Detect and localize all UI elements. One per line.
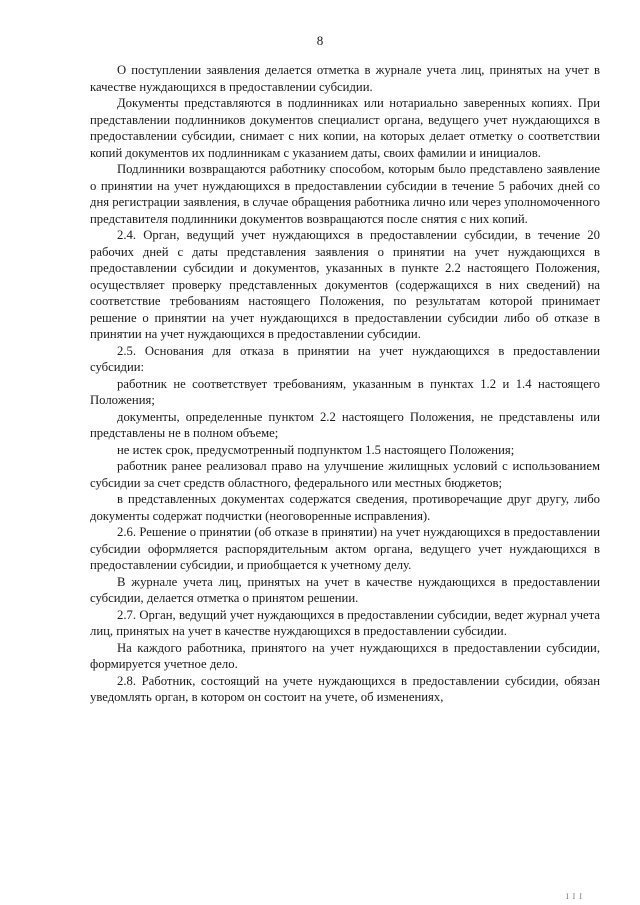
list-item-refusal-prior-use: работник ранее реализовал право на улучшение жилищных условий с использованием субсидии за счет средств областного, федерального или местных бюджетов; bbox=[90, 459, 600, 490]
paragraph-clause-2-4: 2.4. Орган, ведущий учет нуждающихся в предоставлении субсидии, в течение 20 рабочих дней с даты представления заявления о принятии на учет нуждающихся в предоставлении субсидии и документов, указанных в пункте 2.2 настоящего Положения, осуществляет проверку представленных документов (содержащихся в них сведений) на соответствие требованиям настоящего Положения, по результатам которой принимает решение о принятии на учет нуждающихся в предоставлении субсидии либо об отказе в принятии на учет нуждающихся в предоставлении субсидии. bbox=[90, 228, 600, 341]
list-item-refusal-contradictions: в представленных документах содержатся сведения, противоречащие друг другу, либо документы содержат подчистки (неоговоренные исправления). bbox=[90, 492, 600, 523]
paragraph-originals-return: Подлинники возвращаются работнику способом, которым было представлено заявление о принятии на учет нуждающихся в предоставлении субсидии в течение 5 рабочих дней со дня регистрации заявления, в случае обращения работника лично или через уполномоченного представителя подлинники документов возвращаются после снятия с них копий. bbox=[90, 162, 600, 226]
paragraph-clause-2-7: 2.7. Орган, ведущий учет нуждающихся в предоставлении субсидии, ведет журнал учета лиц, принятых на учет в качестве нуждающихся в предоставлении субсидии. bbox=[90, 607, 600, 638]
paragraph-journal-decision: В журнале учета лиц, принятых на учет в качестве нуждающихся в предоставлении субсидии, делается отметка о принятом решении. bbox=[90, 574, 600, 605]
paragraph-documents-copies: Документы представляются в подлинниках или нотариально заверенных копиях. При представлении подлинников документов специалист органа, ведущего учет нуждающихся в предоставлении субсидии, снимает с них копии, на которых делает отметку о соответствии копий документов их подлинникам с указанием даты, своих фамилии и инициалов. bbox=[90, 96, 600, 160]
paragraph-application-registration: О поступлении заявления делается отметка в журнале учета лиц, принятых на учет в качестве нуждающихся в предоставлении субсидии. bbox=[90, 63, 600, 94]
document-body bbox=[90, 62, 600, 706]
footer-mark: I I I bbox=[566, 892, 583, 901]
paragraph-account-file: На каждого работника, принятого на учет нуждающихся в предоставлении субсидии, формируется учетное дело. bbox=[90, 640, 600, 671]
paragraph-clause-2-5: 2.5. Основания для отказа в принятии на учет нуждающихся в предоставлении субсидии: bbox=[90, 343, 600, 374]
list-item-refusal-requirements: работник не соответствует требованиям, указанным в пунктах 1.2 и 1.4 настоящего Положения; bbox=[90, 376, 600, 407]
paragraph-clause-2-6: 2.6. Решение о принятии (об отказе в принятии) на учет нуждающихся в предоставлении субсидии оформляется распорядительным актом органа, ведущего учет нуждающихся в предоставлении субсидии, и приобщается к учетному делу. bbox=[90, 525, 600, 572]
list-item-refusal-term: не истек срок, предусмотренный подпунктом 1.5 настоящего Положения; bbox=[117, 442, 515, 457]
paragraph-clause-2-8: 2.8. Работник, состоящий на учете нуждающихся в предоставлении субсидии, обязан уведомлять орган, в котором он состоит на учете, об изменениях, bbox=[90, 673, 600, 704]
list-item-refusal-documents: документы, определенные пунктом 2.2 настоящего Положения, не представлены или представлены не в полном объеме; bbox=[90, 409, 600, 440]
page-number: 8 bbox=[316, 33, 324, 48]
